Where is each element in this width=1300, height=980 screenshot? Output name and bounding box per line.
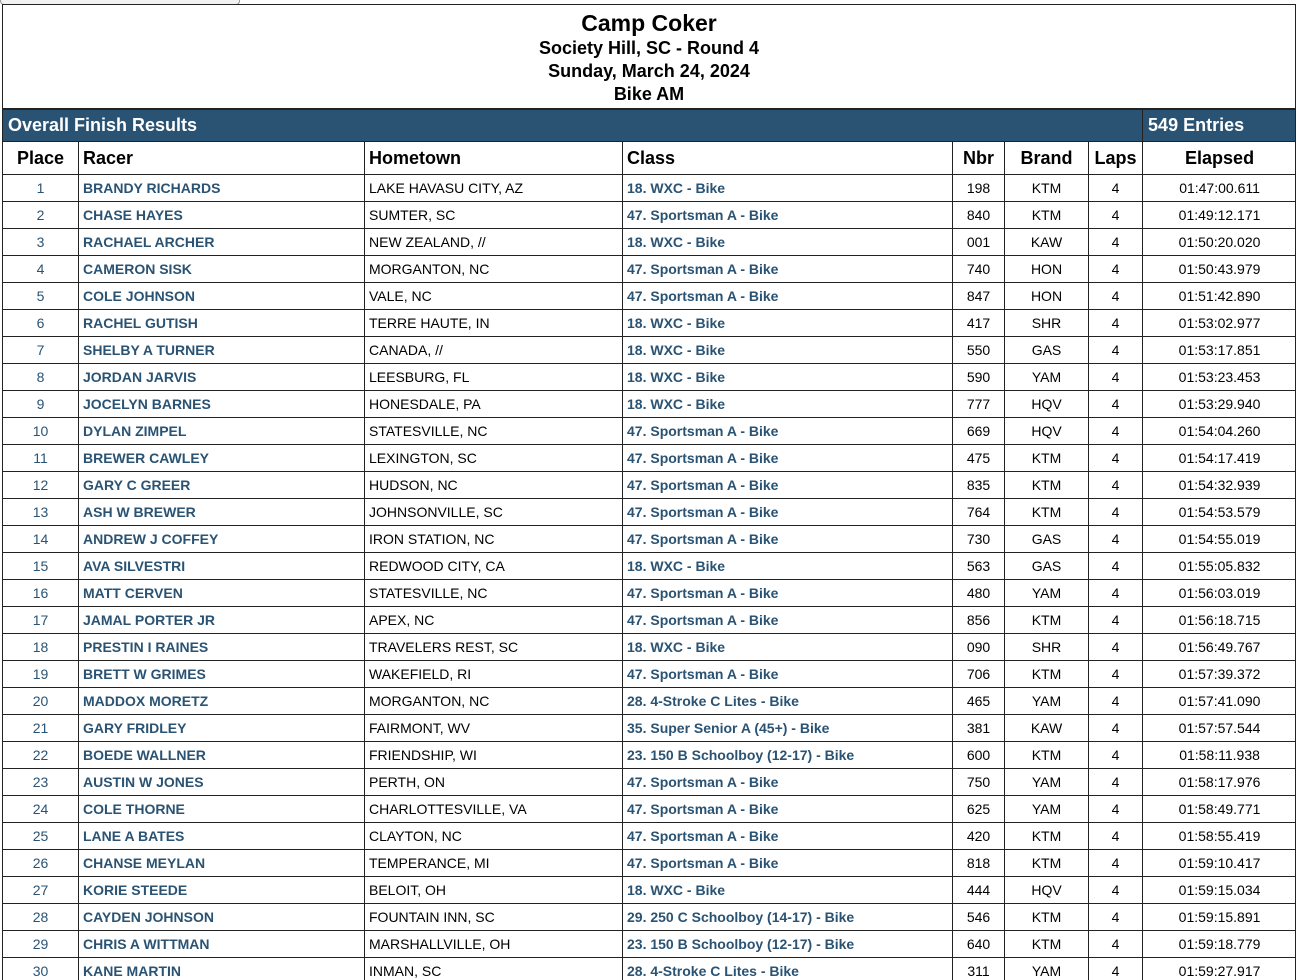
table-row bbox=[3, 256, 1297, 283]
elapsed-cell: 01:50:20.020 bbox=[1143, 229, 1296, 256]
class-link[interactable]: 47. Sportsman A - Bike bbox=[623, 661, 953, 688]
place-cell: 15 bbox=[3, 553, 79, 580]
number-cell: 847 bbox=[953, 283, 1005, 310]
number-cell: 090 bbox=[953, 634, 1005, 661]
brand-cell: KTM bbox=[1005, 175, 1089, 202]
class-link[interactable]: 47. Sportsman A - Bike bbox=[623, 823, 953, 850]
laps-cell: 4 bbox=[1089, 256, 1143, 283]
results-sheet bbox=[2, 4, 1296, 980]
hometown-cell: HONESDALE, PA bbox=[365, 391, 623, 418]
table-row bbox=[3, 229, 1297, 256]
brand-cell: KAW bbox=[1005, 229, 1089, 256]
hometown-cell: NEW ZEALAND, // bbox=[365, 229, 623, 256]
elapsed-cell: 01:53:29.940 bbox=[1143, 391, 1296, 418]
laps-cell: 4 bbox=[1089, 904, 1143, 931]
elapsed-cell: 01:51:42.890 bbox=[1143, 283, 1296, 310]
hometown-cell: HUDSON, NC bbox=[365, 472, 623, 499]
class-link[interactable]: 47. Sportsman A - Bike bbox=[623, 256, 953, 283]
hometown-cell: CLAYTON, NC bbox=[365, 823, 623, 850]
number-cell: 001 bbox=[953, 229, 1005, 256]
laps-cell: 4 bbox=[1089, 715, 1143, 742]
brand-cell: HON bbox=[1005, 283, 1089, 310]
racer-name[interactable]: BRANDY RICHARDS bbox=[79, 175, 365, 202]
class-link[interactable]: 18. WXC - Bike bbox=[623, 337, 953, 364]
hometown-cell: TRAVELERS REST, SC bbox=[365, 634, 623, 661]
table-row bbox=[3, 742, 1297, 769]
elapsed-cell: 01:59:18.779 bbox=[1143, 931, 1296, 958]
event-title: Camp Coker bbox=[581, 10, 717, 36]
results-banner bbox=[3, 110, 1297, 142]
class-link[interactable]: 23. 150 B Schoolboy (12-17) - Bike bbox=[623, 931, 953, 958]
laps-cell: 4 bbox=[1089, 634, 1143, 661]
number-cell: 730 bbox=[953, 526, 1005, 553]
brand-cell: YAM bbox=[1005, 796, 1089, 823]
hometown-cell: SUMTER, SC bbox=[365, 202, 623, 229]
elapsed-cell: 01:59:10.417 bbox=[1143, 850, 1296, 877]
hometown-cell: TERRE HAUTE, IN bbox=[365, 310, 623, 337]
class-link[interactable]: 47. Sportsman A - Bike bbox=[623, 202, 953, 229]
brand-cell: HQV bbox=[1005, 391, 1089, 418]
class-link[interactable]: 18. WXC - Bike bbox=[623, 175, 953, 202]
table-row bbox=[3, 796, 1297, 823]
brand-cell: KTM bbox=[1005, 850, 1089, 877]
brand-cell: KTM bbox=[1005, 742, 1089, 769]
elapsed-cell: 01:53:17.851 bbox=[1143, 337, 1296, 364]
results-body bbox=[3, 175, 1297, 980]
elapsed-cell: 01:59:15.891 bbox=[1143, 904, 1296, 931]
brand-cell: GAS bbox=[1005, 337, 1089, 364]
racer-name[interactable]: RACHAEL ARCHER bbox=[79, 229, 365, 256]
table-row bbox=[3, 769, 1297, 796]
class-link[interactable]: 18. WXC - Bike bbox=[623, 364, 953, 391]
place-cell: 22 bbox=[3, 742, 79, 769]
brand-cell: YAM bbox=[1005, 958, 1089, 980]
racer-name[interactable]: BREWER CAWLEY bbox=[79, 445, 365, 472]
elapsed-cell: 01:57:39.372 bbox=[1143, 661, 1296, 688]
table-row bbox=[3, 418, 1297, 445]
racer-name[interactable]: DYLAN ZIMPEL bbox=[79, 418, 365, 445]
laps-cell: 4 bbox=[1089, 283, 1143, 310]
racer-name[interactable]: CAYDEN JOHNSON bbox=[79, 904, 365, 931]
number-cell: 465 bbox=[953, 688, 1005, 715]
place-cell: 25 bbox=[3, 823, 79, 850]
table-row bbox=[3, 688, 1297, 715]
number-cell: 764 bbox=[953, 499, 1005, 526]
class-link[interactable]: 47. Sportsman A - Bike bbox=[623, 850, 953, 877]
number-cell: 669 bbox=[953, 418, 1005, 445]
place-cell: 7 bbox=[3, 337, 79, 364]
brand-cell: KTM bbox=[1005, 931, 1089, 958]
table-row bbox=[3, 526, 1297, 553]
laps-cell: 4 bbox=[1089, 175, 1143, 202]
brand-cell: YAM bbox=[1005, 769, 1089, 796]
laps-cell: 4 bbox=[1089, 769, 1143, 796]
brand-cell: KTM bbox=[1005, 202, 1089, 229]
place-cell: 1 bbox=[3, 175, 79, 202]
place-cell: 3 bbox=[3, 229, 79, 256]
elapsed-cell: 01:57:57.544 bbox=[1143, 715, 1296, 742]
place-cell: 8 bbox=[3, 364, 79, 391]
place-cell: 5 bbox=[3, 283, 79, 310]
hometown-cell: BELOIT, OH bbox=[365, 877, 623, 904]
brand-cell: KTM bbox=[1005, 445, 1089, 472]
hometown-cell: VALE, NC bbox=[365, 283, 623, 310]
hometown-cell: IRON STATION, NC bbox=[365, 526, 623, 553]
table-row bbox=[3, 958, 1297, 980]
elapsed-cell: 01:54:32.939 bbox=[1143, 472, 1296, 499]
brand-cell: KTM bbox=[1005, 904, 1089, 931]
brand-cell: KTM bbox=[1005, 607, 1089, 634]
hometown-cell: MARSHALLVILLE, OH bbox=[365, 931, 623, 958]
brand-cell: KTM bbox=[1005, 472, 1089, 499]
laps-cell: 4 bbox=[1089, 229, 1143, 256]
hometown-cell: STATESVILLE, NC bbox=[365, 580, 623, 607]
elapsed-cell: 01:54:17.419 bbox=[1143, 445, 1296, 472]
place-cell: 29 bbox=[3, 931, 79, 958]
table-row bbox=[3, 364, 1297, 391]
elapsed-cell: 01:53:02.977 bbox=[1143, 310, 1296, 337]
elapsed-cell: 01:59:27.917 bbox=[1143, 958, 1296, 980]
racer-name[interactable]: COLE JOHNSON bbox=[79, 283, 365, 310]
table-row bbox=[3, 175, 1297, 202]
elapsed-cell: 01:54:04.260 bbox=[1143, 418, 1296, 445]
racer-name[interactable]: AUSTIN W JONES bbox=[79, 769, 365, 796]
laps-cell: 4 bbox=[1089, 877, 1143, 904]
laps-cell: 4 bbox=[1089, 580, 1143, 607]
place-cell: 10 bbox=[3, 418, 79, 445]
number-cell: 420 bbox=[953, 823, 1005, 850]
elapsed-cell: 01:58:49.771 bbox=[1143, 796, 1296, 823]
racer-name[interactable]: RACHEL GUTISH bbox=[79, 310, 365, 337]
racer-name[interactable]: CAMERON SISK bbox=[79, 256, 365, 283]
place-cell: 13 bbox=[3, 499, 79, 526]
brand-cell: YAM bbox=[1005, 580, 1089, 607]
brand-cell: SHR bbox=[1005, 310, 1089, 337]
class-link[interactable]: 18. WXC - Bike bbox=[623, 634, 953, 661]
hometown-cell: LAKE HAVASU CITY, AZ bbox=[365, 175, 623, 202]
hometown-cell: STATESVILLE, NC bbox=[365, 418, 623, 445]
place-cell: 23 bbox=[3, 769, 79, 796]
brand-cell: SHR bbox=[1005, 634, 1089, 661]
col-hometown: Hometown bbox=[365, 142, 623, 175]
class-link[interactable]: 47. Sportsman A - Bike bbox=[623, 769, 953, 796]
place-cell: 4 bbox=[3, 256, 79, 283]
racer-name[interactable]: GARY FRIDLEY bbox=[79, 715, 365, 742]
hometown-cell: REDWOOD CITY, CA bbox=[365, 553, 623, 580]
place-cell: 21 bbox=[3, 715, 79, 742]
number-cell: 381 bbox=[953, 715, 1005, 742]
number-cell: 840 bbox=[953, 202, 1005, 229]
elapsed-cell: 01:49:12.171 bbox=[1143, 202, 1296, 229]
racer-name[interactable]: GARY C GREER bbox=[79, 472, 365, 499]
class-link[interactable]: 47. Sportsman A - Bike bbox=[623, 796, 953, 823]
class-link[interactable]: 18. WXC - Bike bbox=[623, 553, 953, 580]
brand-cell: GAS bbox=[1005, 526, 1089, 553]
col-elapsed: Elapsed bbox=[1143, 142, 1296, 175]
place-cell: 6 bbox=[3, 310, 79, 337]
number-cell: 311 bbox=[953, 958, 1005, 980]
col-nbr: Nbr bbox=[953, 142, 1005, 175]
class-link[interactable]: 18. WXC - Bike bbox=[623, 310, 953, 337]
racer-name[interactable]: BOEDE WALLNER bbox=[79, 742, 365, 769]
table-row bbox=[3, 634, 1297, 661]
hometown-cell: FOUNTAIN INN, SC bbox=[365, 904, 623, 931]
brand-cell: KTM bbox=[1005, 823, 1089, 850]
table-row bbox=[3, 391, 1297, 418]
table-row bbox=[3, 202, 1297, 229]
brand-cell: HON bbox=[1005, 256, 1089, 283]
laps-cell: 4 bbox=[1089, 364, 1143, 391]
laps-cell: 4 bbox=[1089, 472, 1143, 499]
class-link[interactable]: 47. Sportsman A - Bike bbox=[623, 607, 953, 634]
laps-cell: 4 bbox=[1089, 931, 1143, 958]
place-cell: 27 bbox=[3, 877, 79, 904]
laps-cell: 4 bbox=[1089, 742, 1143, 769]
place-cell: 20 bbox=[3, 688, 79, 715]
table-row bbox=[3, 310, 1297, 337]
hometown-cell: JOHNSONVILLE, SC bbox=[365, 499, 623, 526]
place-cell: 19 bbox=[3, 661, 79, 688]
place-cell: 26 bbox=[3, 850, 79, 877]
elapsed-cell: 01:58:17.976 bbox=[1143, 769, 1296, 796]
elapsed-cell: 01:54:53.579 bbox=[1143, 499, 1296, 526]
event-session: Bike AM bbox=[613, 84, 685, 104]
place-cell: 24 bbox=[3, 796, 79, 823]
hometown-cell: TEMPERANCE, MI bbox=[365, 850, 623, 877]
elapsed-cell: 01:56:18.715 bbox=[1143, 607, 1296, 634]
elapsed-cell: 01:59:15.034 bbox=[1143, 877, 1296, 904]
elapsed-cell: 01:53:23.453 bbox=[1143, 364, 1296, 391]
elapsed-cell: 01:55:05.832 bbox=[1143, 553, 1296, 580]
hometown-cell: CHARLOTTESVILLE, VA bbox=[365, 796, 623, 823]
table-row bbox=[3, 715, 1297, 742]
racer-name[interactable]: KANE MARTIN bbox=[79, 958, 365, 980]
racer-name[interactable]: CHRIS A WITTMAN bbox=[79, 931, 365, 958]
elapsed-cell: 01:47:00.611 bbox=[1143, 175, 1296, 202]
table-row bbox=[3, 607, 1297, 634]
col-place: Place bbox=[3, 142, 79, 175]
class-link[interactable]: 47. Sportsman A - Bike bbox=[623, 418, 953, 445]
number-cell: 480 bbox=[953, 580, 1005, 607]
table-row bbox=[3, 445, 1297, 472]
class-link[interactable]: 23. 150 B Schoolboy (12-17) - Bike bbox=[623, 742, 953, 769]
laps-cell: 4 bbox=[1089, 526, 1143, 553]
elapsed-cell: 01:56:49.767 bbox=[1143, 634, 1296, 661]
place-cell: 11 bbox=[3, 445, 79, 472]
number-cell: 475 bbox=[953, 445, 1005, 472]
class-link[interactable]: 47. Sportsman A - Bike bbox=[623, 445, 953, 472]
racer-name[interactable]: COLE THORNE bbox=[79, 796, 365, 823]
laps-cell: 4 bbox=[1089, 823, 1143, 850]
results-table bbox=[2, 109, 1296, 980]
place-cell: 2 bbox=[3, 202, 79, 229]
number-cell: 856 bbox=[953, 607, 1005, 634]
table-row bbox=[3, 553, 1297, 580]
class-link[interactable]: 28. 4-Stroke C Lites - Bike bbox=[623, 688, 953, 715]
number-cell: 600 bbox=[953, 742, 1005, 769]
brand-cell: YAM bbox=[1005, 688, 1089, 715]
table-row bbox=[3, 472, 1297, 499]
col-brand: Brand bbox=[1005, 142, 1089, 175]
hometown-cell: CANADA, // bbox=[365, 337, 623, 364]
laps-cell: 4 bbox=[1089, 553, 1143, 580]
laps-cell: 4 bbox=[1089, 688, 1143, 715]
class-link[interactable]: 47. Sportsman A - Bike bbox=[623, 580, 953, 607]
brand-cell: HQV bbox=[1005, 418, 1089, 445]
laps-cell: 4 bbox=[1089, 607, 1143, 634]
laps-cell: 4 bbox=[1089, 202, 1143, 229]
laps-cell: 4 bbox=[1089, 850, 1143, 877]
table-row bbox=[3, 931, 1297, 958]
brand-cell: KTM bbox=[1005, 661, 1089, 688]
racer-name[interactable]: SHELBY A TURNER bbox=[79, 337, 365, 364]
number-cell: 550 bbox=[953, 337, 1005, 364]
laps-cell: 4 bbox=[1089, 445, 1143, 472]
brand-cell: KAW bbox=[1005, 715, 1089, 742]
class-link[interactable]: 28. 4-Stroke C Lites - Bike bbox=[623, 958, 953, 980]
elapsed-cell: 01:56:03.019 bbox=[1143, 580, 1296, 607]
brand-cell: HQV bbox=[1005, 877, 1089, 904]
col-class: Class bbox=[623, 142, 953, 175]
place-cell: 18 bbox=[3, 634, 79, 661]
number-cell: 590 bbox=[953, 364, 1005, 391]
laps-cell: 4 bbox=[1089, 796, 1143, 823]
number-cell: 563 bbox=[953, 553, 1005, 580]
elapsed-cell: 01:58:55.419 bbox=[1143, 823, 1296, 850]
class-link[interactable]: 47. Sportsman A - Bike bbox=[623, 526, 953, 553]
number-cell: 706 bbox=[953, 661, 1005, 688]
table-row bbox=[3, 850, 1297, 877]
elapsed-cell: 01:50:43.979 bbox=[1143, 256, 1296, 283]
racer-name[interactable]: MADDOX MORETZ bbox=[79, 688, 365, 715]
place-cell: 16 bbox=[3, 580, 79, 607]
number-cell: 835 bbox=[953, 472, 1005, 499]
laps-cell: 4 bbox=[1089, 418, 1143, 445]
racer-name[interactable]: JOCELYN BARNES bbox=[79, 391, 365, 418]
class-link[interactable]: 47. Sportsman A - Bike bbox=[623, 472, 953, 499]
brand-cell: YAM bbox=[1005, 364, 1089, 391]
table-row bbox=[3, 283, 1297, 310]
hometown-cell: FAIRMONT, WV bbox=[365, 715, 623, 742]
event-date: Sunday, March 24, 2024 bbox=[548, 61, 750, 81]
col-racer: Racer bbox=[79, 142, 365, 175]
place-cell: 17 bbox=[3, 607, 79, 634]
hometown-cell: APEX, NC bbox=[365, 607, 623, 634]
laps-cell: 4 bbox=[1089, 661, 1143, 688]
hometown-cell: MORGANTON, NC bbox=[365, 256, 623, 283]
hometown-cell: LEXINGTON, SC bbox=[365, 445, 623, 472]
table-row bbox=[3, 661, 1297, 688]
number-cell: 198 bbox=[953, 175, 1005, 202]
number-cell: 444 bbox=[953, 877, 1005, 904]
col-laps: Laps bbox=[1089, 142, 1143, 175]
racer-name[interactable]: BRETT W GRIMES bbox=[79, 661, 365, 688]
number-cell: 640 bbox=[953, 931, 1005, 958]
brand-cell: GAS bbox=[1005, 553, 1089, 580]
class-link[interactable]: 18. WXC - Bike bbox=[623, 229, 953, 256]
number-cell: 546 bbox=[953, 904, 1005, 931]
banner-label: Overall Finish Results bbox=[3, 110, 1143, 142]
laps-cell: 4 bbox=[1089, 337, 1143, 364]
racer-name[interactable]: ANDREW J COFFEY bbox=[79, 526, 365, 553]
racer-name[interactable]: CHANSE MEYLAN bbox=[79, 850, 365, 877]
hometown-cell: INMAN, SC bbox=[365, 958, 623, 980]
elapsed-cell: 01:57:41.090 bbox=[1143, 688, 1296, 715]
table-row bbox=[3, 499, 1297, 526]
racer-name[interactable]: ASH W BREWER bbox=[79, 499, 365, 526]
hometown-cell: FRIENDSHIP, WI bbox=[365, 742, 623, 769]
elapsed-cell: 01:58:11.938 bbox=[1143, 742, 1296, 769]
place-cell: 12 bbox=[3, 472, 79, 499]
place-cell: 30 bbox=[3, 958, 79, 980]
class-link[interactable]: 29. 250 C Schoolboy (14-17) - Bike bbox=[623, 904, 953, 931]
laps-cell: 4 bbox=[1089, 958, 1143, 980]
racer-name[interactable]: KORIE STEEDE bbox=[79, 877, 365, 904]
table-row bbox=[3, 337, 1297, 364]
hometown-cell: WAKEFIELD, RI bbox=[365, 661, 623, 688]
number-cell: 818 bbox=[953, 850, 1005, 877]
number-cell: 750 bbox=[953, 769, 1005, 796]
table-row bbox=[3, 823, 1297, 850]
elapsed-cell: 01:54:55.019 bbox=[1143, 526, 1296, 553]
laps-cell: 4 bbox=[1089, 310, 1143, 337]
event-header bbox=[3, 5, 1295, 109]
brand-cell: KTM bbox=[1005, 499, 1089, 526]
class-link[interactable]: 18. WXC - Bike bbox=[623, 391, 953, 418]
racer-name[interactable]: JAMAL PORTER JR bbox=[79, 607, 365, 634]
place-cell: 28 bbox=[3, 904, 79, 931]
number-cell: 417 bbox=[953, 310, 1005, 337]
entries-count: 549 Entries bbox=[1143, 110, 1296, 142]
hometown-cell: PERTH, ON bbox=[365, 769, 623, 796]
column-header-row bbox=[3, 142, 1297, 175]
racer-name[interactable]: JORDAN JARVIS bbox=[79, 364, 365, 391]
table-row bbox=[3, 904, 1297, 931]
class-link[interactable]: 35. Super Senior A (45+) - Bike bbox=[623, 715, 953, 742]
racer-name[interactable]: LANE A BATES bbox=[79, 823, 365, 850]
event-location: Society Hill, SC - Round 4 bbox=[538, 38, 760, 58]
laps-cell: 4 bbox=[1089, 391, 1143, 418]
racer-name[interactable]: CHASE HAYES bbox=[79, 202, 365, 229]
hometown-cell: LEESBURG, FL bbox=[365, 364, 623, 391]
table-row bbox=[3, 580, 1297, 607]
racer-name[interactable]: PRESTIN I RAINES bbox=[79, 634, 365, 661]
laps-cell: 4 bbox=[1089, 499, 1143, 526]
number-cell: 625 bbox=[953, 796, 1005, 823]
hometown-cell: MORGANTON, NC bbox=[365, 688, 623, 715]
place-cell: 9 bbox=[3, 391, 79, 418]
racer-name[interactable]: MATT CERVEN bbox=[79, 580, 365, 607]
class-link[interactable]: 18. WXC - Bike bbox=[623, 877, 953, 904]
class-link[interactable]: 47. Sportsman A - Bike bbox=[623, 283, 953, 310]
table-row bbox=[3, 877, 1297, 904]
place-cell: 14 bbox=[3, 526, 79, 553]
number-cell: 740 bbox=[953, 256, 1005, 283]
racer-name[interactable]: AVA SILVESTRI bbox=[79, 553, 365, 580]
number-cell: 777 bbox=[953, 391, 1005, 418]
class-link[interactable]: 47. Sportsman A - Bike bbox=[623, 499, 953, 526]
